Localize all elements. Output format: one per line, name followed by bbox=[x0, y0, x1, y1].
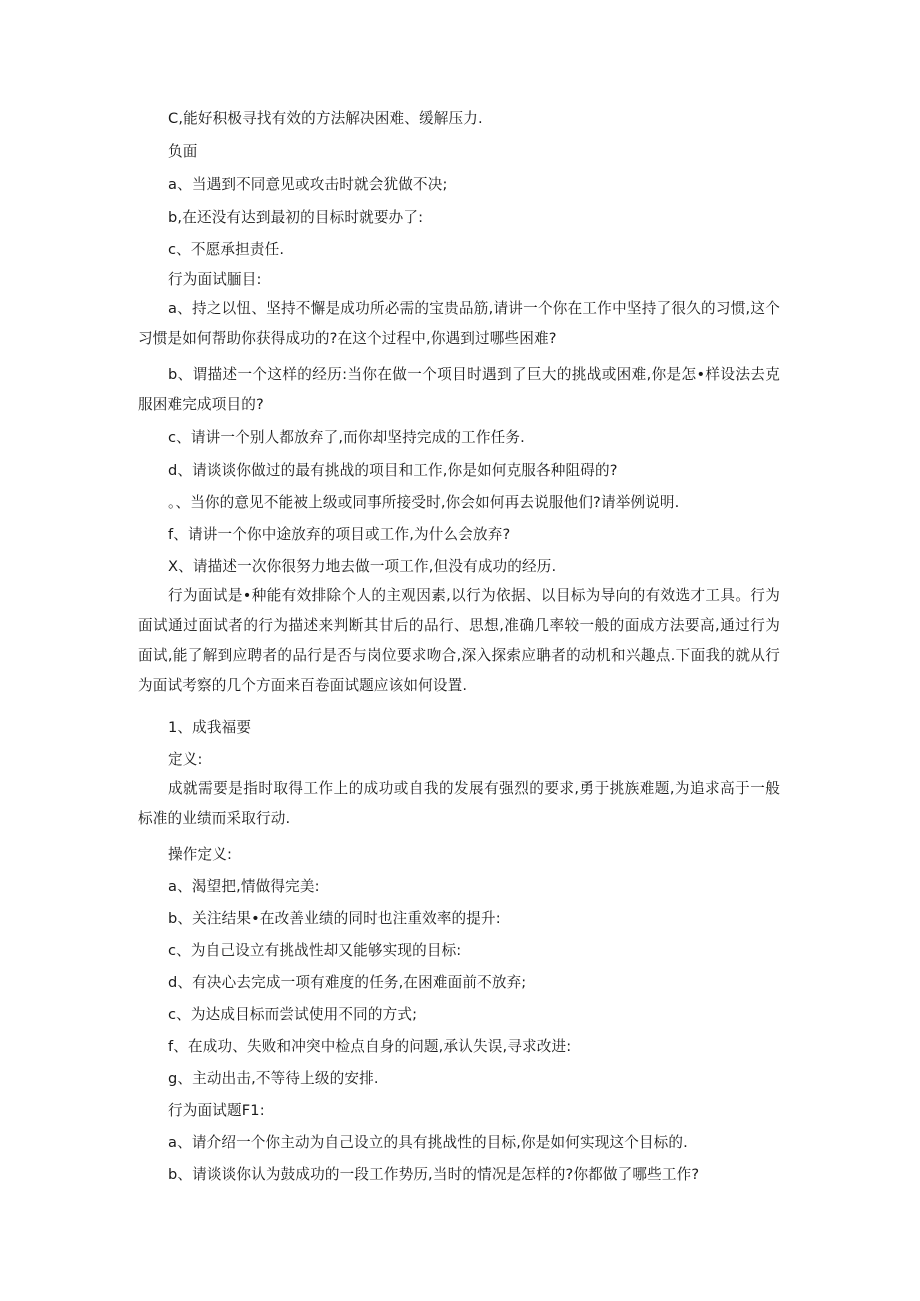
definition-paragraph: 成就需要是指时取得工作上的成功或自我的发展有强烈的要求,勇于挑族难题,为追求高于一般标准的业绩而采取行动. bbox=[138, 780, 780, 827]
intro-paragraph: 行为面试是•种能有效排除个人的主观因素,以行为依据、以目标为导向的有效选才工具。行为面试通过面试者的行为描述来判断其甘后的品行、思想,准确几率较一般的面成方法要高,通过行为面试,能了解到应聘者的品行是否与岗位要求吻合,深入探索应聃者的动机和兴趣点.下面我的就从行为面试考察的几个方面来百卷面试题应该如何设置. bbox=[138, 587, 780, 694]
question-f: f、请讲一个你中途放弃的项目或工作,为什么会放弃? bbox=[168, 526, 511, 543]
question-x: X、请描述一次你很努力地去做一项工作,但没有成功的经历. bbox=[168, 558, 557, 575]
question-e: 。、当你的意见不能被上级或同事所接受时,你会如何再去说服他们?请举例说明. bbox=[168, 494, 680, 511]
section-heading-achievement: 1、成我福要 bbox=[168, 719, 252, 736]
question-c: c、请讲一个别人都放弃了,而你却坚持完成的工作任务. bbox=[168, 429, 525, 446]
op-item-g: g、主动出击,不等待上级的安排. bbox=[168, 1070, 379, 1087]
op-item-a: a、渴望把,情做得完美: bbox=[168, 878, 320, 895]
op-item-b: b、关注结果•在改善业绩的同时也注重效率的提升: bbox=[168, 910, 501, 927]
op-item-e: c、为达成目标而尝试使用不同的方式; bbox=[168, 1006, 418, 1023]
heading-behavior-questions: 行为面试腼目: bbox=[168, 271, 262, 288]
heading-negative: 负面 bbox=[168, 143, 198, 160]
text-line-negative-a: a、当遇到不同意见或攻击时就会犹做不决; bbox=[168, 176, 448, 193]
f1-question-a: a、请介绍一个你主动为自己设立的具有挑战性的目标,你是如何实现这个目标的. bbox=[168, 1134, 688, 1151]
question-a: a、持之以忸、坚持不懈是成功所必需的宝贵品筋,请讲一个你在工作中坚持了很久的习惯,这个习惯是如何帮助你获得成功的?在这个过程中,你遇到过哪些困难? bbox=[138, 300, 780, 347]
f1-question-b: b、请谈谈你认为鼓成功的一段工作势历,当时的情况是怎样的?你都做了哪些工作? bbox=[168, 1166, 700, 1183]
question-b: b、谓描述一个这样的经历:当你在做一个项目时遇到了巨大的挑战或困难,你是怎•样设法去克服困难完成项目的? bbox=[138, 366, 780, 413]
heading-definition: 定义: bbox=[168, 751, 203, 768]
heading-operational-definition: 操作定义: bbox=[168, 846, 233, 863]
question-d: d、请谈谈你做过的最有挑战的项目和工作,你是如何克服各种阻碍的? bbox=[168, 462, 618, 479]
text-line-positive-c: C,能好积极寻找有效的方法解决困难、缓解压力. bbox=[168, 110, 483, 127]
op-item-c: c、为自己设立有挑战性却又能够实现的目标: bbox=[168, 942, 462, 959]
op-item-f: f、在成功、失败和冲突中检点自身的问题,承认失误,寻求改进: bbox=[168, 1038, 572, 1055]
text-line-negative-c: c、不愿承担责任. bbox=[168, 241, 285, 258]
op-item-d: d、有决心去完成一项有难度的任务,在困难面前不放弃; bbox=[168, 974, 527, 991]
text-line-negative-b: b,在还没有达到最初的目标时就要办了: bbox=[168, 209, 424, 226]
heading-behavior-questions-f1: 行为面试题F1: bbox=[168, 1102, 265, 1119]
